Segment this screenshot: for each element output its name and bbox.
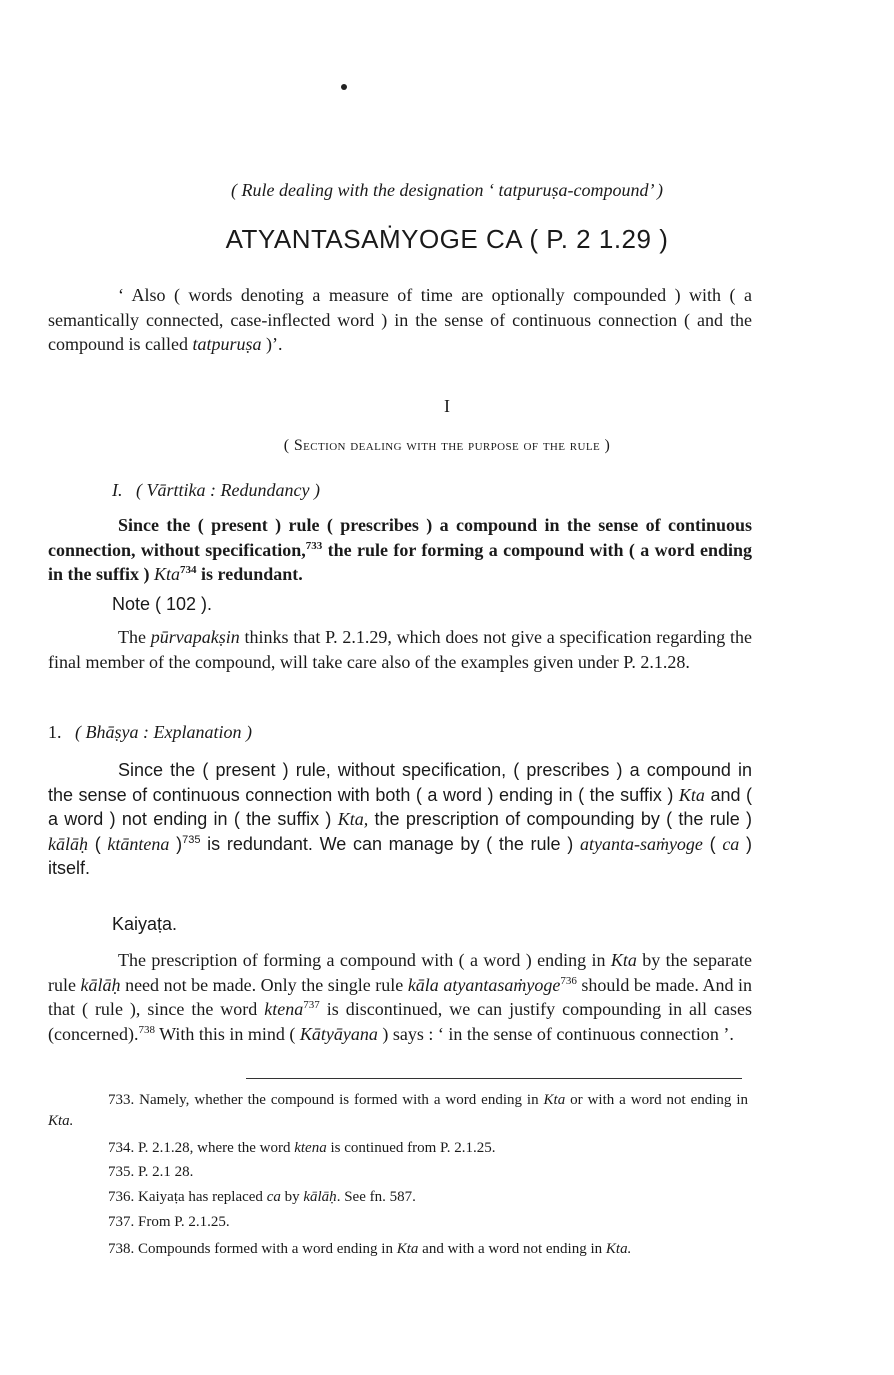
- footnote-number: 735.: [108, 1164, 135, 1180]
- kaiyata-label: Kaiyaṭa.: [112, 914, 178, 934]
- footnote-ref-733[interactable]: 733: [305, 539, 323, 552]
- varttika-text-b: the rule for forming a compound with ( a word ending in the suffix ): [48, 539, 752, 584]
- footnote-number: 737.: [108, 1214, 135, 1230]
- bhasya-text-5: ): [169, 833, 183, 854]
- varttika-text: [48, 513, 752, 587]
- footnote-number: 738.: [108, 1241, 135, 1257]
- footnote-ref-736[interactable]: 736: [560, 974, 577, 987]
- varttika-heading: [112, 480, 320, 501]
- ktantena-term: ktāntena: [107, 833, 170, 854]
- footnote-736: [48, 1187, 748, 1208]
- kalah-term: kālāḥ: [303, 1189, 337, 1205]
- note-text: [48, 625, 752, 674]
- varttika-label: ( Vārttika : Redundancy ): [136, 480, 320, 500]
- footnote-735: [48, 1162, 748, 1183]
- footnote-text: P. 2.1.28, where the word: [134, 1140, 295, 1156]
- kta-term: Kta,: [337, 809, 369, 829]
- bhasya-text-2: and ( a word ) not ending in ( the suffix ): [48, 784, 752, 829]
- kta-term: Kta.: [605, 1241, 632, 1257]
- footnote-text: Namely, whether the compound is formed with a word ending in: [134, 1092, 544, 1108]
- section-numeral: I: [444, 396, 450, 416]
- kaiyata-text-1: The prescription of forming a compound with ( a word ) ending in: [118, 950, 611, 970]
- kaiyata-text-5: is discontinued, we can justify compounding in all cases (concerned).: [48, 999, 752, 1044]
- kta-term: Kta.: [48, 1113, 74, 1129]
- footnote-text: by: [280, 1189, 304, 1205]
- kala-atyantasamyoge-term: kāla atyantasaṁyoge: [407, 974, 561, 995]
- varttika-number: I.: [112, 480, 123, 500]
- bhasya-label: ( Bhāṣya : Explanation ): [75, 722, 252, 742]
- kta-term: Kta: [678, 784, 705, 805]
- ca-term: ca: [266, 1189, 281, 1205]
- tatpurusa-term: tatpuruṣa: [192, 334, 262, 354]
- kaiyata-text-2: by the separate rule: [48, 950, 752, 995]
- bhasya-heading: [48, 722, 252, 743]
- footnote-text: . See fn. 587.: [336, 1189, 416, 1205]
- note-label: Note ( 102 ).: [112, 594, 213, 614]
- footnote-number: 736.: [108, 1189, 135, 1205]
- footnote-divider: [246, 1078, 742, 1079]
- footnote-ref-738[interactable]: 738: [138, 1023, 155, 1036]
- footnote-ref-734[interactable]: 734: [180, 564, 197, 576]
- bhasya-text-4: (: [88, 833, 108, 854]
- kta-term: Kta: [543, 1092, 566, 1108]
- footnote-text: or with a word not ending in: [565, 1092, 748, 1108]
- footnote-text: is continued from P. 2.1.25.: [326, 1140, 496, 1156]
- footnote-number: 733.: [108, 1092, 135, 1108]
- kaiyata-text: [48, 948, 752, 1046]
- footnote-text: Kaiyaṭa has replaced: [134, 1189, 267, 1205]
- footnote-737: [48, 1212, 748, 1233]
- footnote-text: and with a word not ending in: [418, 1241, 606, 1257]
- note-text-pre: The: [118, 627, 151, 647]
- footnote-text: P. 2.1 28.: [134, 1164, 194, 1180]
- varttika-text-c: is redundant.: [196, 564, 303, 584]
- footnote-738: [48, 1239, 748, 1260]
- footnote-734: [48, 1138, 748, 1159]
- purvapaksin-term: pūrvapakṣin: [150, 627, 240, 647]
- ink-dot: [341, 84, 347, 90]
- kaiyata-text-7: ) says : ‘ in the sense of continuous connection ’.: [377, 1023, 734, 1044]
- ktena-term: ktena: [264, 999, 304, 1019]
- katyayana-term: Kātyāyana: [299, 1023, 378, 1044]
- bhasya-text-8: ) itself.: [48, 833, 753, 878]
- bhasya-text-6: is redundant. We can manage by ( the rule ): [200, 833, 580, 854]
- kalah-term: kālāḥ: [80, 974, 121, 995]
- footnote-text: From P. 2.1.25.: [134, 1214, 230, 1230]
- ca-term: ca: [722, 833, 740, 854]
- kaiyata-text-3: need not be made. Only the single rule: [120, 974, 408, 995]
- kaiyata-text-6: With this in mind (: [154, 1023, 300, 1044]
- bhasya-text: [48, 758, 752, 881]
- footnote-ref-737[interactable]: 737: [303, 999, 320, 1011]
- kalah-term: kālāḥ: [48, 833, 88, 854]
- sutra-translation: [48, 283, 752, 357]
- section-heading: ( Section dealing with the purpose of the rule ): [283, 437, 611, 454]
- bhasya-text-7: (: [702, 833, 723, 854]
- atyantasamyoge-term: atyanta-saṁyoge: [579, 833, 703, 854]
- ktena-term: ktena: [294, 1140, 327, 1156]
- footnote-text: Compounds formed with a word ending in: [134, 1241, 397, 1257]
- kta-term: Kta: [610, 950, 637, 970]
- sutra-title: ATYANTASAṀYOGE CA ( P. 2 1.29 ): [225, 224, 669, 254]
- bhasya-text-3: the prescription of compounding by ( the rule ): [368, 809, 753, 829]
- kaiyata-text-4: should be made. And in that ( rule ), since the word: [48, 974, 753, 1019]
- kta-term: Kta: [154, 564, 181, 584]
- footnote-733: [48, 1090, 748, 1132]
- note-text-post: thinks that P. 2.1.29, which does not give a specification regarding the final member of the compound, will take care also of the examples given under P. 2.1.28.: [48, 627, 752, 672]
- bhasya-text-1: Since the ( present ) rule, without specification, ( prescribes ) a compound in the sense of continuous connection with both ( a word ) ending in ( the suffix ): [48, 760, 752, 805]
- translation-end: )’.: [261, 334, 283, 354]
- translation-text: ‘ Also ( words denoting a measure of time are optionally compounded ) with ( a semantically connected, case-inflected word ) in the sense of continuous connection ( and the compound is called: [48, 285, 752, 354]
- kta-term: Kta: [396, 1241, 419, 1257]
- footnote-ref-735[interactable]: 735: [182, 833, 201, 846]
- footnote-number: 734.: [108, 1140, 135, 1156]
- bhasya-number: 1.: [48, 722, 62, 742]
- rule-subheading: ( Rule dealing with the designation ‘ tatpuruṣa-compound’ ): [231, 180, 663, 200]
- varttika-text-a: Since the ( present ) rule ( prescribes ) a compound in the sense of continuous connection, without specification,: [48, 515, 752, 560]
